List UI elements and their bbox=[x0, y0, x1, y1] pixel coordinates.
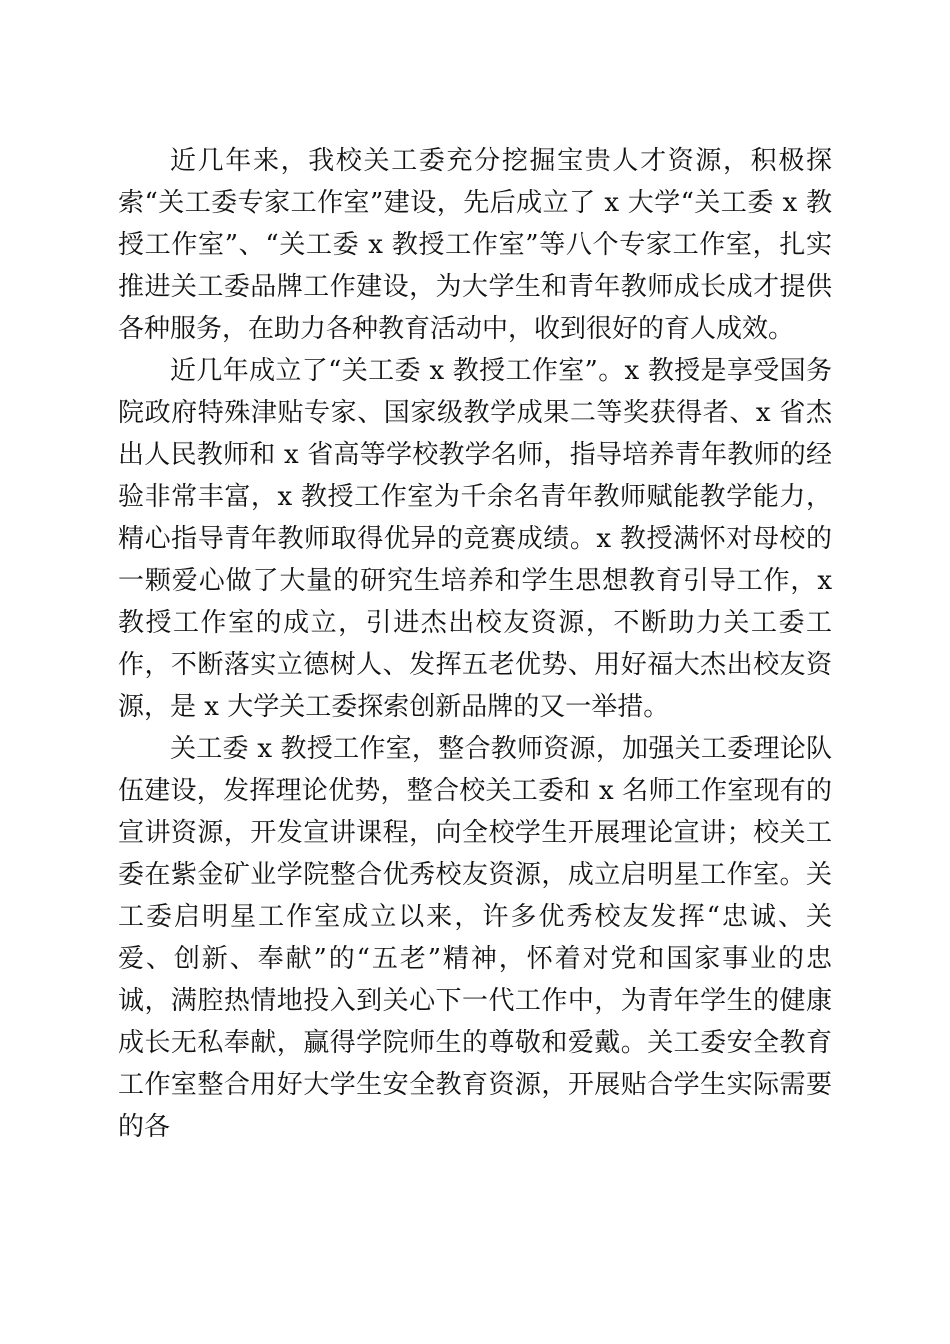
paragraph-2: 近几年成立了“关工委 x 教授工作室”。x 教授是享受国务院政府特殊津贴专家、国家级教学成果二等奖获得者、x 省杰出人民教师和 x 省高等学校教学名师，指导培养青年教师的经验非常丰富，x 教授工作室为千余名青年教师赋能教学能力，精心指导青年教师取得优异的竞赛成绩。x 教授满怀对母校的一颗爱心做了大量的研究生培养和学生思想教育引导工作，x 教授工作室的成立，引进杰出校友资源，不断助力关工委工作，不断落实立德树人、发挥五老优势、用好福大杰出校友资源，是 x 大学关工委探索创新品牌的又一举措。 bbox=[118, 356, 832, 722]
paragraph-1: 近几年来，我校关工委充分挖掘宝贵人才资源，积极探索“关工委专家工作室”建设，先后成立了 x 大学“关工委 x 教授工作室”、“关工委 x 教授工作室”等八个专家工作室，扎实推进关工委品牌工作建设，为大学生和青年教师成长成才提供各种服务，在助力各种教育活动中，收到很好的育人成效。 bbox=[118, 146, 832, 344]
paragraph-3: 关工委 x 教授工作室，整合教师资源，加强关工委理论队伍建设，发挥理论优势，整合校关工委和 x 名师工作室现有的宣讲资源，开发宣讲课程，向全校学生开展理论宣讲；校关工委在紫金矿业学院整合优秀校友资源，成立启明星工作室。关工委启明星工作室成立以来，许多优秀校友发挥“忠诚、关爱、创新、奉献”的“五老”精神，怀着对党和国家事业的忠诚，满腔热情地投入到关心下一代工作中，为青年学生的健康成长无私奉献，赢得学院师生的尊敬和爱戴。关工委安全教育工作室整合用好大学生安全教育资源，开展贴合学生实际需要的各 bbox=[118, 734, 832, 1142]
body-text bbox=[118, 140, 832, 1148]
